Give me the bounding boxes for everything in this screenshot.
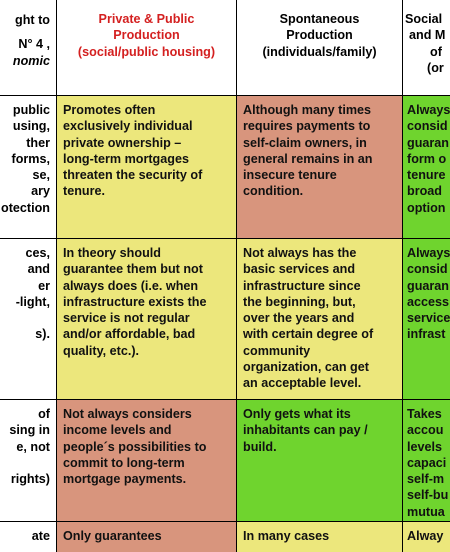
cell-text: infrastructure exists the xyxy=(63,294,207,309)
cell-text: self-m xyxy=(407,472,445,487)
cell-services-spontaneous xyxy=(237,239,403,400)
cell-text: and/or affordable, bad xyxy=(63,327,196,342)
cell-text: consid xyxy=(407,119,448,134)
header-social-production xyxy=(403,0,450,96)
cell-affordability-private-public xyxy=(57,400,237,522)
cell-text: Promotes often xyxy=(63,103,156,117)
cell-text: broad xyxy=(407,184,442,199)
row-label-text: ary xyxy=(31,184,50,199)
cell-services-private-public xyxy=(57,239,237,400)
row-label-text: rights) xyxy=(10,472,50,487)
cell-text: In many cases xyxy=(243,529,330,543)
row-label-tenure xyxy=(0,96,57,239)
cell-tenure-social xyxy=(403,96,450,239)
header-text: Production xyxy=(113,28,180,43)
row-label-affordability xyxy=(0,400,57,522)
header-text: Private & Public xyxy=(98,12,195,26)
cell-text: condition. xyxy=(243,184,304,199)
row-label-text: of xyxy=(38,407,50,421)
cell-text: In theory should xyxy=(63,246,161,260)
cell-text: access xyxy=(407,294,450,309)
cell-partial-social xyxy=(403,522,450,552)
cell-text: option xyxy=(407,200,446,215)
cell-text: Not always considers xyxy=(63,407,192,421)
cell-text: income levels and xyxy=(63,423,172,438)
cell-text: commit to long-term xyxy=(63,455,185,470)
cell-text: general remains in an xyxy=(243,151,373,166)
header-text: N° 4 , xyxy=(18,37,50,52)
row-label-partial xyxy=(0,522,57,552)
cell-text: tenure. xyxy=(63,184,105,199)
row-label-text: forms, xyxy=(11,151,50,166)
header-text: (or xyxy=(427,60,444,75)
cell-text: basic services and xyxy=(243,262,356,277)
row-label-text: sing in xyxy=(9,423,50,438)
cell-tenure-spontaneous xyxy=(237,96,403,239)
cell-text: tenure xyxy=(407,168,446,183)
cell-text: levels xyxy=(407,439,443,454)
cell-text: capaci xyxy=(407,455,447,470)
cell-affordability-social xyxy=(403,400,450,522)
cell-text: guaran xyxy=(407,135,449,150)
cell-text: build. xyxy=(243,439,277,454)
row-label-text: ate xyxy=(31,529,50,543)
header-private-public-production xyxy=(57,0,237,96)
cell-text: mutua xyxy=(407,504,445,519)
cell-text: form o xyxy=(407,151,447,166)
cell-text: over the years and xyxy=(243,311,355,326)
cell-text: accou xyxy=(407,423,444,438)
cell-affordability-spontaneous xyxy=(237,400,403,522)
cell-text: service is not regular xyxy=(63,311,190,326)
header-text: (social/public housing) xyxy=(77,44,216,59)
header-right-to-housing xyxy=(0,0,57,96)
cell-text: quality, etc.). xyxy=(63,343,140,358)
cell-text: Alway xyxy=(407,529,444,543)
row-label-text: public xyxy=(12,103,50,117)
cell-text: an acceptable level. xyxy=(243,376,362,391)
row-label-text: using, xyxy=(12,119,50,134)
header-text: Social xyxy=(405,12,443,26)
cell-text: Only gets what its xyxy=(243,407,351,421)
cell-services-social xyxy=(403,239,450,400)
cell-text: guarantee them but not xyxy=(63,262,203,277)
header-text: nomic xyxy=(12,53,50,68)
header-text: (individuals/family) xyxy=(262,44,377,59)
header-text: of xyxy=(430,44,442,59)
header-text: Production xyxy=(286,28,353,43)
cell-text: requires payments to xyxy=(243,119,371,134)
cell-text: self-bu xyxy=(407,488,449,503)
cell-text: inhabitants can pay / xyxy=(243,423,368,438)
cell-text: with certain degree of xyxy=(243,327,374,342)
cell-tenure-private-public xyxy=(57,96,237,239)
cell-text: Takes xyxy=(407,407,442,421)
cell-text: consid xyxy=(407,262,448,277)
row-label-text: e, not xyxy=(16,439,50,454)
cell-text: infrastructure since xyxy=(243,278,361,293)
cell-text: long-term mortgages xyxy=(63,151,189,166)
cell-text: community xyxy=(243,343,311,358)
cell-text: exclusively individual xyxy=(63,119,193,134)
cell-text: Although many times xyxy=(243,103,372,117)
cell-text: the beginning, but, xyxy=(243,294,356,309)
row-label-services xyxy=(0,239,57,400)
row-label-text xyxy=(0,310,50,326)
cell-text: Always xyxy=(407,103,450,117)
header-spontaneous-production xyxy=(237,0,403,96)
row-label-text: se, xyxy=(32,168,50,183)
cell-text: guaran xyxy=(407,278,449,293)
row-label-text xyxy=(0,455,50,471)
cell-partial-spontaneous xyxy=(237,522,403,552)
row-label-text: s). xyxy=(35,327,50,342)
header-text: ght to xyxy=(15,13,50,27)
cell-text: Only guarantees xyxy=(63,529,162,543)
row-label-text: and xyxy=(27,262,50,277)
row-label-text: er xyxy=(38,278,50,293)
cell-text: self-claim owners, in xyxy=(243,135,367,150)
cell-text: Always xyxy=(407,246,450,260)
row-label-text: ces, xyxy=(25,246,50,260)
row-label-text: ther xyxy=(26,135,50,150)
cell-text: private ownership – xyxy=(63,135,182,150)
header-text: Spontaneous xyxy=(279,12,360,26)
cell-partial-private-public xyxy=(57,522,237,552)
cell-text: organization, can get xyxy=(243,360,369,375)
row-label-text: -light, xyxy=(15,294,50,309)
cell-text: Not always has the xyxy=(243,246,357,260)
cell-text: people´s possibilities to xyxy=(63,439,207,454)
cell-text: infrast xyxy=(407,327,446,342)
header-text: and M xyxy=(409,28,446,43)
cell-text: threaten the security of xyxy=(63,168,203,183)
row-label-text: otection xyxy=(1,200,50,215)
cell-text: service xyxy=(407,311,450,326)
cell-text: insecure tenure xyxy=(243,168,337,183)
cell-text: always does (i.e. when xyxy=(63,278,199,293)
cell-text: mortgage payments. xyxy=(63,472,187,487)
